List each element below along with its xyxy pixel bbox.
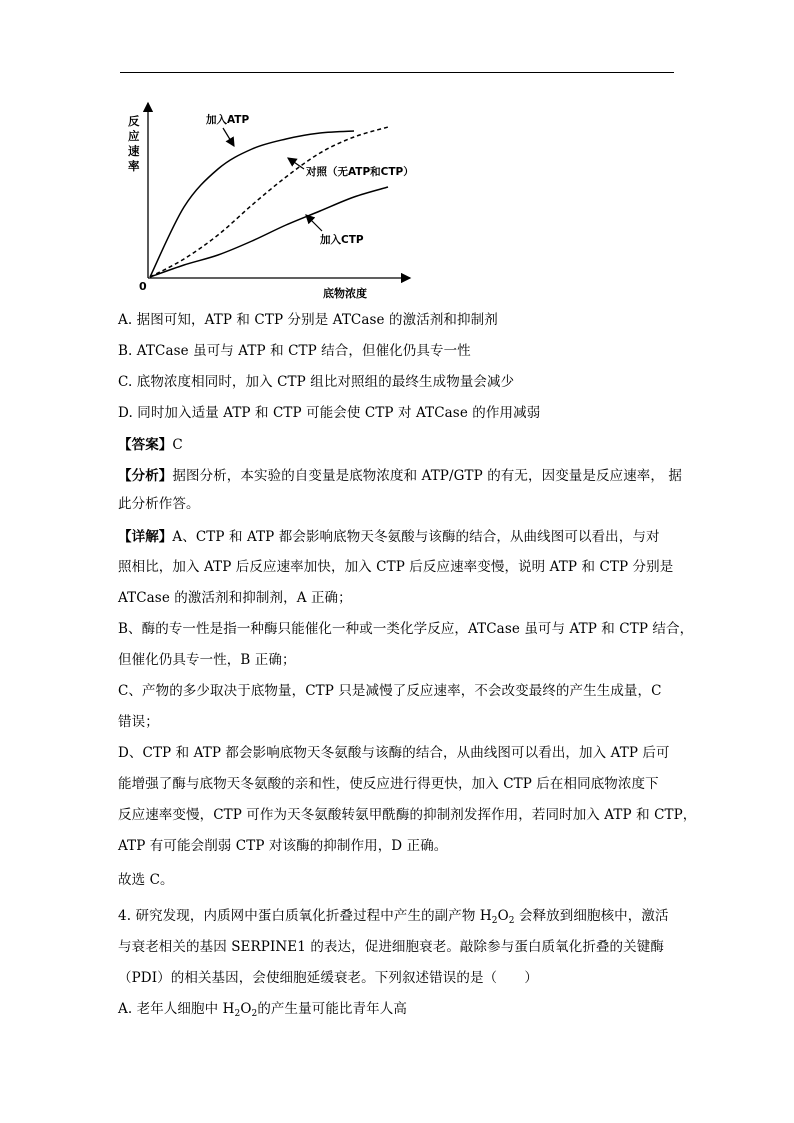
detail-line-7: 错误；	[118, 714, 159, 730]
series-ctp	[150, 187, 388, 277]
option-c: C. 底物浓度相同时，加入 CTP 组比对照组的最终生成物量会减少	[118, 374, 515, 390]
y-axis-label: 反 应 速 率	[128, 114, 140, 173]
q4-opta-a: A. 老年人细胞中 H	[118, 1001, 235, 1017]
detail-line-4: B、酶的专一性是指一种酶只能催化一种或一类化学反应，ATCase 虽可与 ATP 和 CTP 结合，	[118, 621, 694, 637]
detail-line-11: ATP 有可能会削弱 CTP 对该酶的抑制作用，D 正确。	[118, 838, 448, 854]
q4-sub-2a: 2	[491, 916, 498, 926]
detail-line-8: D、CTP 和 ATP 都会影响底物天冬氨酸与该酶的结合，从曲线图可以看出，加入 ATP 后可	[118, 745, 670, 761]
q4-opta-sub-a: 2	[234, 1009, 241, 1019]
detail-line-9: 能增强了酶与底物天冬氨酸的亲和性，使反应进行得更快，加入 CTP 后在相同底物浓度下	[118, 776, 659, 792]
analysis-text-1: 据图分析，本实验的自变量是底物浓度和 ATP/GTP 的有无，因变量是反应速率， 据	[172, 468, 682, 484]
detail-line-1	[118, 527, 660, 547]
header-rule	[120, 72, 674, 73]
series-control	[150, 127, 388, 277]
q4-text-1a: 4. 研究发现，内质网中蛋白质氧化折叠过程中产生的副产物 H	[118, 908, 492, 924]
series-label-control: 对照（无ATP和CTP）	[306, 166, 414, 178]
detail-line-3: ATCase 的激活剂和抑制剂，A 正确；	[118, 590, 352, 606]
analysis-tag: 【分析】	[118, 468, 173, 484]
answer-value: C	[172, 437, 183, 453]
detail-line-10: 反应速率变慢，CTP 可作为天冬氨酸转氨甲酰酶的抑制剂发挥作用，若同时加入 ATP 和 CTP，	[118, 807, 697, 823]
arrow-atp	[223, 128, 234, 146]
x-axis-label: 底物浓度	[323, 287, 367, 300]
series-label-atp: 加入ATP	[206, 114, 250, 126]
detail-line-6: C、产物的多少取决于底物量，CTP 只是减慢了反应速率，不会改变最终的产生生成量，C	[118, 683, 662, 699]
q4-opta-c: 的产生量可能比青年人高	[257, 1001, 407, 1017]
q4-opta-sub-b: 2	[251, 1009, 258, 1019]
question-4-line-3: （PDI）的相关基因，会使细胞延缓衰老。下列叙述错误的是（ ）	[118, 970, 538, 986]
q4-sub-2b: 2	[508, 916, 515, 926]
arrow-control	[288, 158, 304, 169]
question-4-line-2: 与衰老相关的基因 SERPINE1 的表达，促进细胞衰老。敲除参与蛋白质氧化折叠的关键酶	[118, 939, 664, 955]
option-b: B. ATCase 虽可与 ATP 和 CTP 结合，但催化仍具专一性	[118, 343, 471, 359]
answer-line	[118, 435, 183, 455]
analysis-line-2: 此分析作答。	[118, 496, 200, 512]
arrow-ctp	[306, 215, 322, 231]
answer-tag: 【答案】	[118, 437, 173, 453]
detail-line-2: 照相比，加入 ATP 后反应速率加快，加入 CTP 后反应速率变慢，说明 ATP 和 CTP 分别是	[118, 559, 674, 575]
series-label-ctp: 加入CTP	[320, 234, 364, 246]
option-d: D. 同时加入适量 ATP 和 CTP 可能会使 CTP 对 ATCase 的作用减弱	[118, 405, 541, 421]
detail-line-5: 但催化仍具专一性，B 正确；	[118, 652, 296, 668]
question-4-option-a	[118, 999, 407, 1019]
option-a: A. 据图可知，ATP 和 CTP 分别是 ATCase 的激活剂和抑制剂	[118, 312, 498, 328]
conclusion: 故选 C。	[118, 872, 174, 888]
detail-tag: 【详解】	[118, 529, 173, 545]
question-4-line-1	[118, 906, 669, 926]
series-atp	[150, 131, 354, 277]
q4-opta-b: O	[240, 1001, 252, 1017]
series-layer	[150, 127, 388, 277]
q4-text-1b: O	[497, 908, 509, 924]
origin-label: 0	[139, 280, 147, 293]
q4-text-1c: 会释放到细胞核中，激活	[514, 908, 669, 924]
rate-chart	[120, 95, 430, 300]
analysis-line-1	[118, 466, 682, 486]
detail-text-1: A、CTP 和 ATP 都会影响底物天冬氨酸与该酶的结合，从曲线图可以看出，与对	[172, 529, 660, 545]
